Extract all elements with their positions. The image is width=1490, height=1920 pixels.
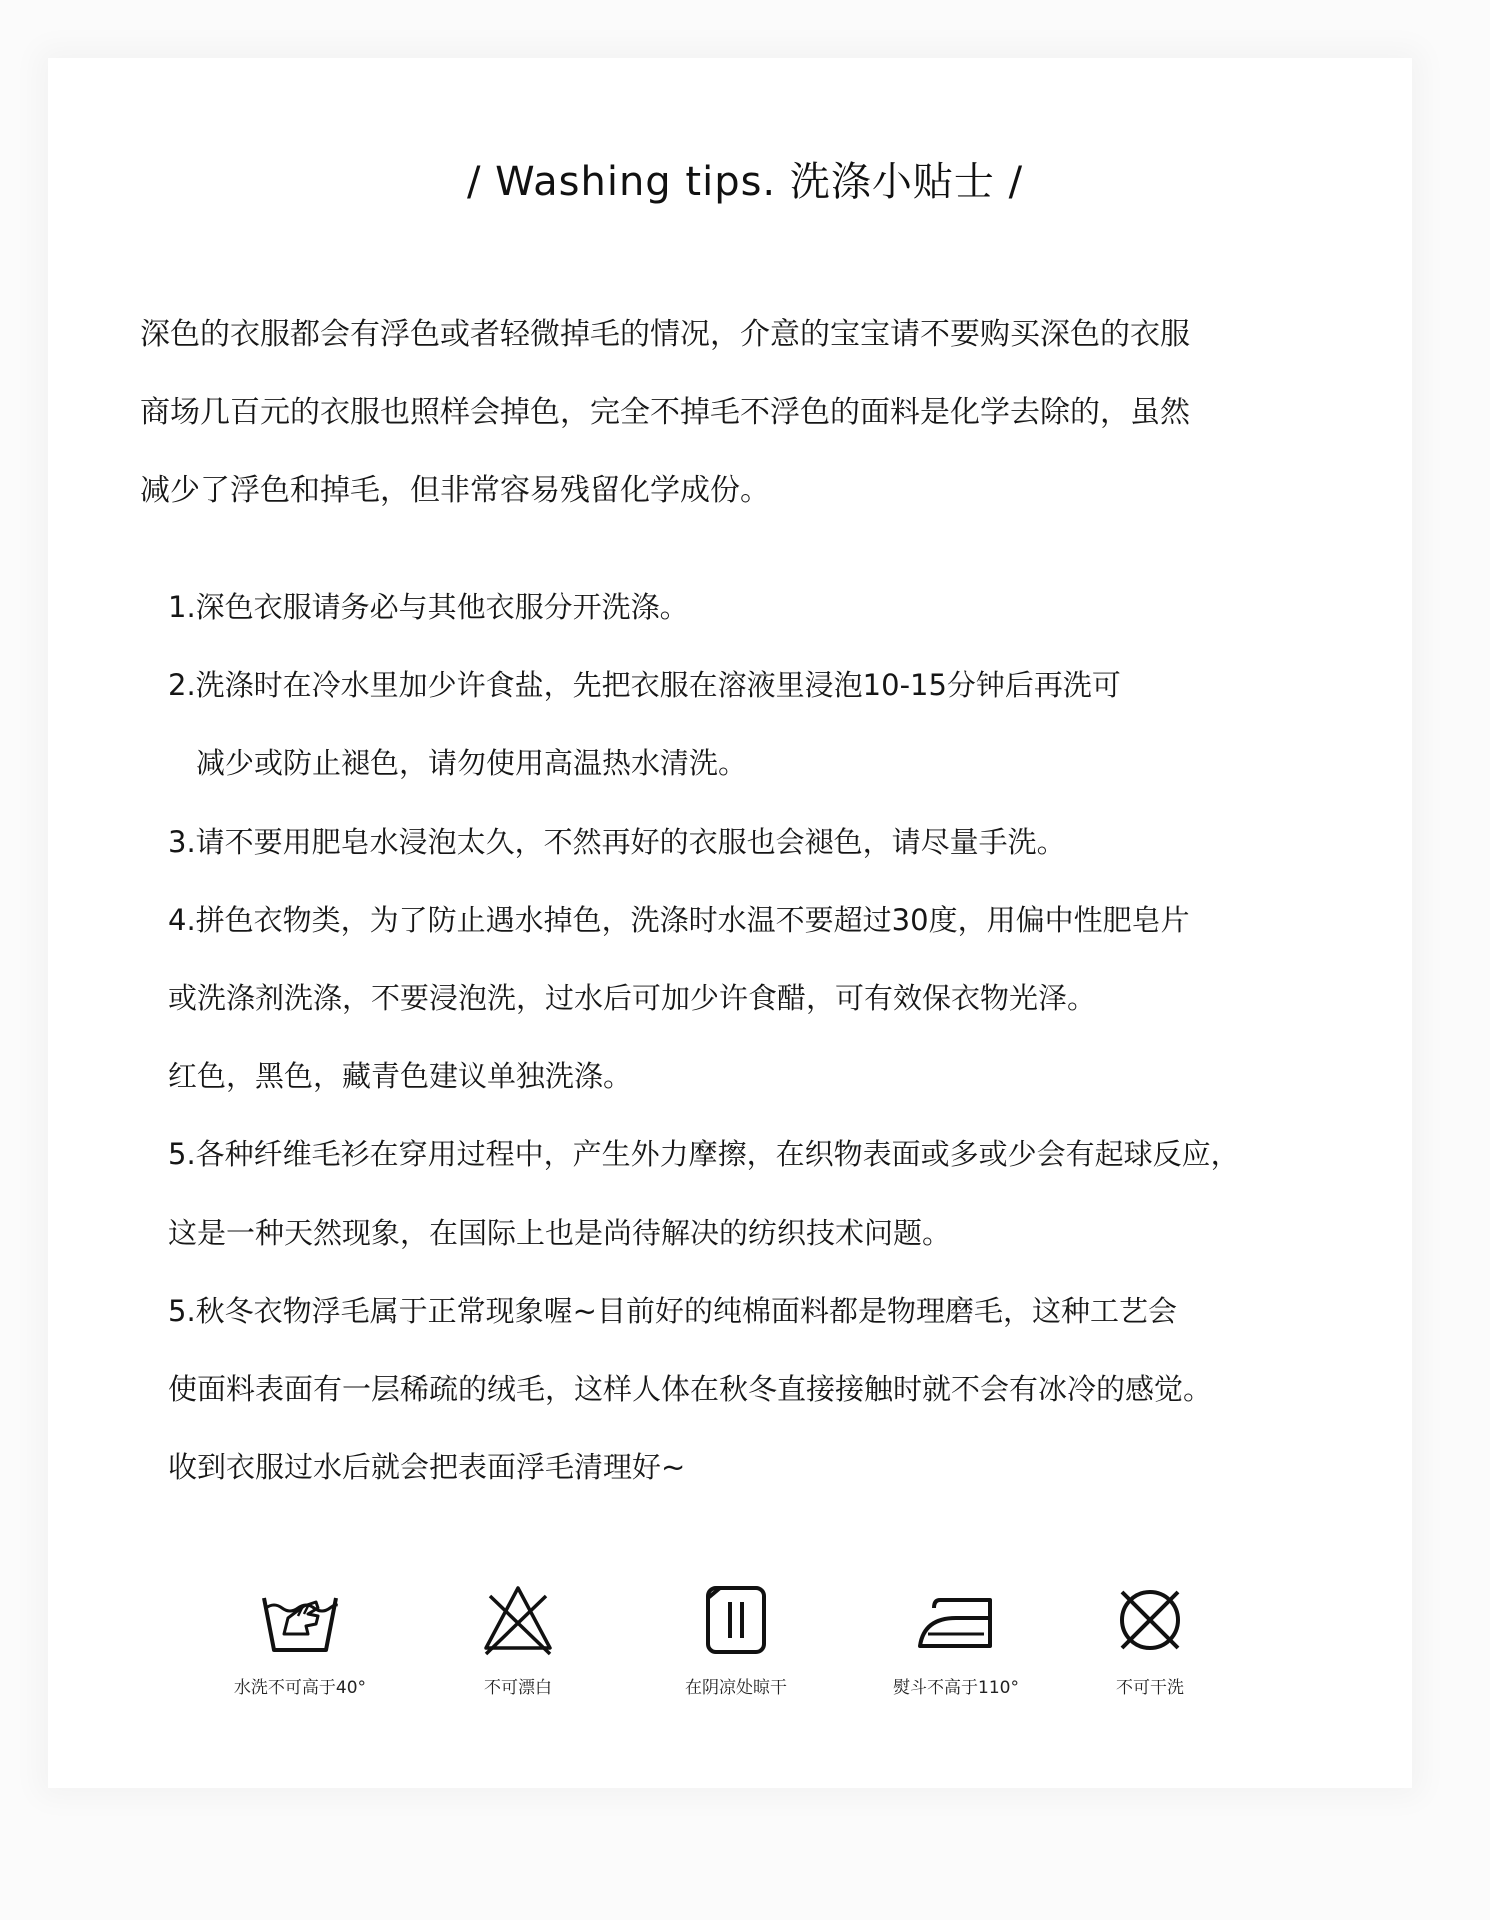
care-item-shade-dry <box>626 1578 846 1700</box>
intro-line: 深色的衣服都会有浮色或者轻微掉毛的情况，介意的宝宝请不要购买深色的衣服 <box>140 317 1190 352</box>
tip-line: 2.洗涤时在冷水里加少许食盐，先把衣服在溶液里浸泡10-15分钟后再洗可 <box>168 668 1121 703</box>
care-symbols <box>0 1578 1490 1728</box>
care-item-no-dry-clean <box>1040 1578 1260 1700</box>
tip-line: 使面料表面有一层稀疏的绒毛，这样人体在秋冬直接接触时就不会有冰冷的感觉。 <box>168 1372 1213 1407</box>
page-title: / Washing tips. 洗涤小贴士 / <box>466 159 1024 205</box>
no-bleach-icon <box>476 1578 560 1662</box>
care-label: 不可干洗 <box>1116 1678 1184 1698</box>
tip-line: 5.各种纤维毛衫在穿用过程中，产生外力摩擦，在织物表面或多或少会有起球反应， <box>168 1137 1240 1172</box>
tip-line: 红色，黑色，藏青色建议单独洗涤。 <box>168 1059 633 1094</box>
care-item-iron <box>846 1578 1066 1700</box>
no-dry-clean-icon <box>1108 1578 1192 1662</box>
tip-line: 4.拼色衣物类，为了防止遇水掉色，洗涤时水温不要超过30度，用偏中性肥皂片 <box>168 902 1190 937</box>
tip-line: 3.请不要用肥皂水浸泡太久，不然再好的衣服也会褪色，请尽量手洗。 <box>168 824 1066 859</box>
tip-line: 5.秋冬衣物浮毛属于正常现象喔~目前好的纯棉面料都是物理磨毛，这种工艺会 <box>168 1293 1177 1328</box>
intro-paragraph <box>140 296 1370 530</box>
tip-line: 这是一种天然现象，在国际上也是尚待解决的纺织技术问题。 <box>168 1215 952 1250</box>
hand-wash-icon <box>258 1578 342 1662</box>
care-label: 不可漂白 <box>484 1678 552 1698</box>
tip-line: 减少或防止褪色，请勿使用高温热水清洗。 <box>196 746 748 781</box>
care-item-no-bleach <box>408 1578 628 1700</box>
intro-line: 商场几百元的衣服也照样会掉色，完全不掉毛不浮色的面料是化学去除的，虽然 <box>140 395 1190 430</box>
care-label: 水洗不可高于40° <box>233 1678 367 1698</box>
tip-line: 收到衣服过水后就会把表面浮毛清理好~ <box>168 1450 686 1485</box>
shade-dry-icon <box>694 1578 778 1662</box>
care-label: 在阴凉处晾干 <box>685 1678 787 1698</box>
iron-icon <box>914 1578 998 1662</box>
care-label: 熨斗不高于110° <box>893 1678 1019 1698</box>
tip-line: 或洗涤剂洗涤，不要浸泡洗，过水后可加少许食醋，可有效保衣物光泽。 <box>168 981 1097 1016</box>
tips-list <box>168 568 1418 1506</box>
care-item-hand-wash <box>190 1578 410 1700</box>
tip-line: 1.深色衣服请务必与其他衣服分开洗涤。 <box>168 590 689 624</box>
intro-line: 减少了浮色和掉毛，但非常容易残留化学成份。 <box>140 473 770 508</box>
